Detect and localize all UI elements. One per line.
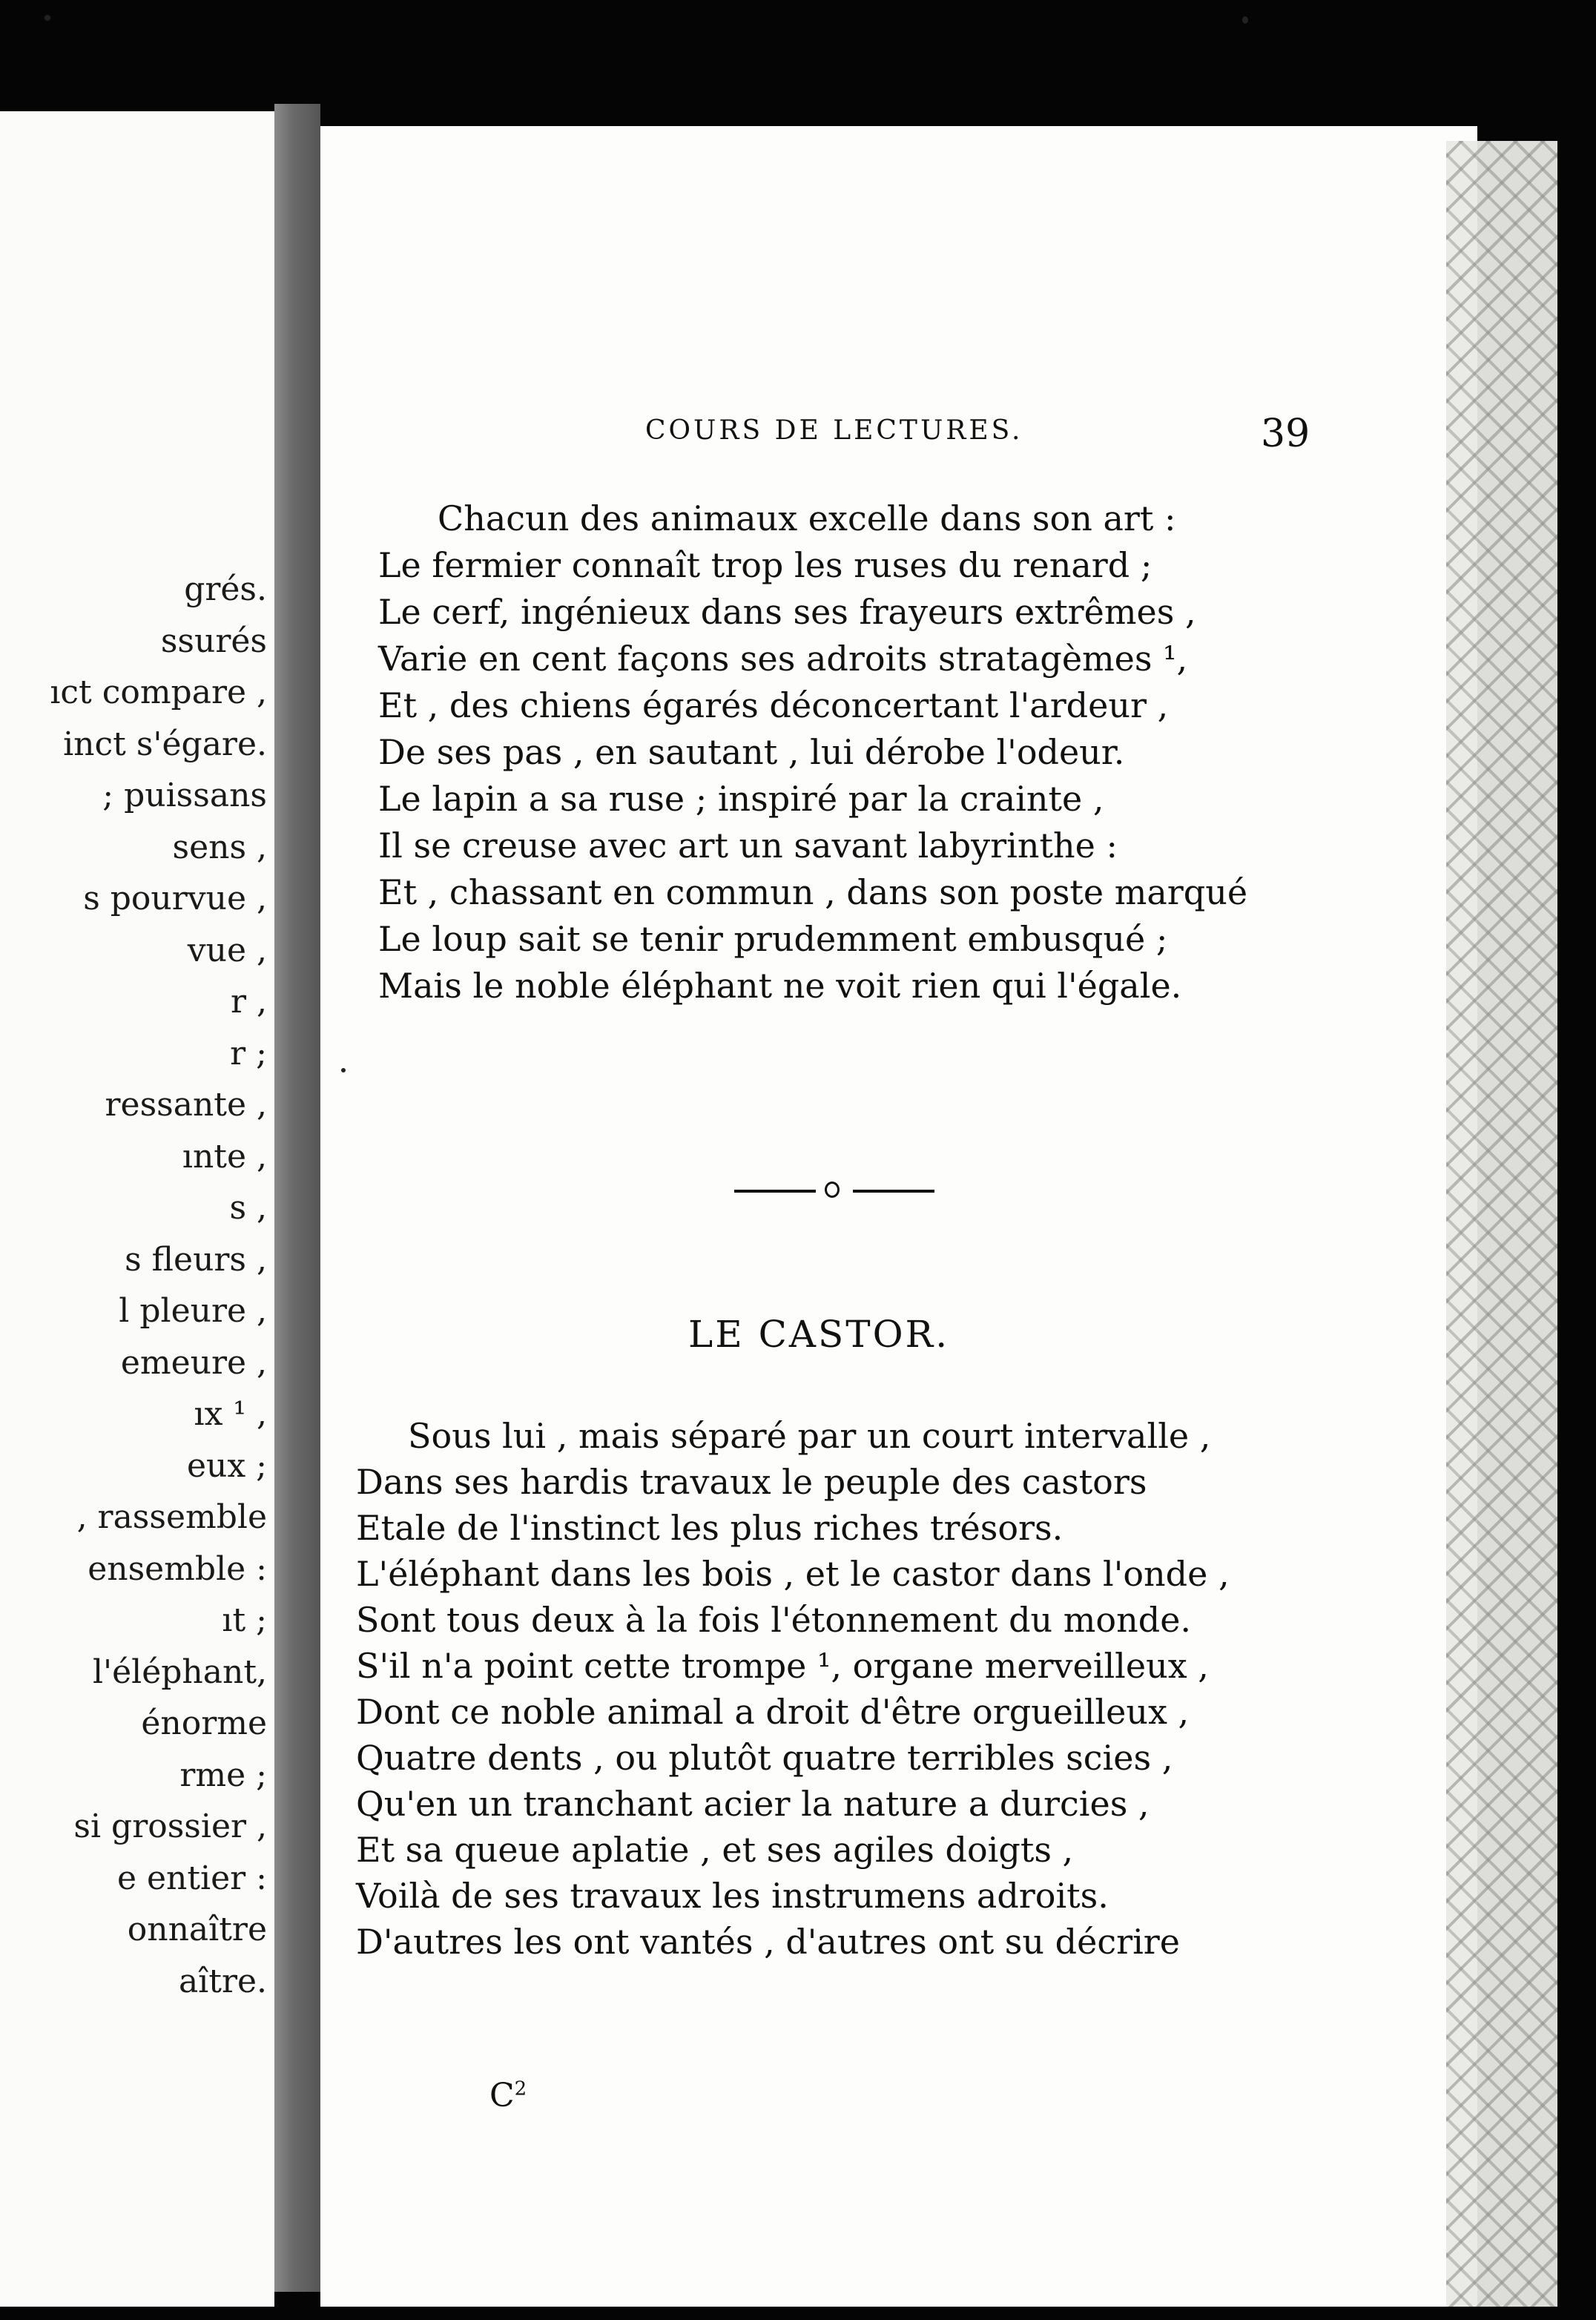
- left-page-line: aître.: [178, 1962, 267, 2000]
- verse-line: Et , des chiens égarés déconcertant l'ardeur ,: [378, 685, 1169, 725]
- verse-line: Sont tous deux à la fois l'étonnement du monde.: [356, 1600, 1192, 1640]
- left-page-line: , rassemble: [76, 1498, 267, 1536]
- section-separator: [734, 1179, 934, 1202]
- signature-mark: [489, 2077, 527, 2115]
- separator-rule-right: [853, 1190, 934, 1193]
- verse-line: Voilà de ses travaux les instrumens adroits.: [356, 1876, 1109, 1916]
- left-facing-page: [0, 111, 274, 2307]
- left-page-line: rme ;: [179, 1756, 267, 1794]
- verse-line: Quatre dents , ou plutôt quatre terribles scies ,: [356, 1738, 1173, 1778]
- left-page-line: ssurés: [160, 622, 267, 660]
- left-page-line: ; puissans: [102, 777, 267, 814]
- verse-line: S'il n'a point cette trompe ¹, organe merveilleux ,: [356, 1646, 1209, 1686]
- left-page-line: ensemble :: [88, 1549, 267, 1588]
- separator-ornament-icon: [825, 1182, 840, 1198]
- book-gutter: [274, 104, 320, 2292]
- page-edge-texture-overlay: [1446, 141, 1557, 2307]
- verse-line: Et sa queue aplatie , et ses agiles doigts ,: [356, 1830, 1074, 1870]
- left-page-line: sens ,: [172, 828, 267, 866]
- left-page-line: s fleurs ,: [125, 1240, 267, 1279]
- left-page-line: ıct compare ,: [50, 673, 267, 711]
- verse-line: Sous lui , mais séparé par un court intervalle ,: [408, 1416, 1211, 1456]
- left-page-line: vue ,: [187, 931, 267, 969]
- left-page-line: eux ;: [186, 1446, 267, 1485]
- left-page-line: emeure ,: [120, 1343, 267, 1382]
- poem-stanza-1: [378, 495, 1247, 1009]
- left-page-line: ıx ¹ ,: [194, 1395, 267, 1433]
- left-page-line: ıt ;: [222, 1601, 267, 1639]
- scan-speck: [44, 15, 50, 21]
- verse-line: De ses pas , en sautant , lui dérobe l'odeur.: [378, 732, 1125, 772]
- verse-line: Dont ce noble animal a droit d'être orgueilleux ,: [356, 1692, 1190, 1732]
- verse-line: Le cerf, ingénieux dans ses frayeurs extrêmes ,: [378, 592, 1196, 632]
- verse-line: Il se creuse avec art un savant labyrinthe :: [378, 825, 1118, 866]
- left-page-line: s pourvue ,: [83, 880, 267, 917]
- page-number: 39: [1261, 412, 1310, 456]
- scan-speck: [1242, 16, 1248, 24]
- verse-line: Le fermier connaît trop les ruses du renard ;: [378, 545, 1153, 585]
- left-page-line: l'éléphant,: [92, 1652, 267, 1691]
- poem-stanza-2: [356, 1413, 1230, 1965]
- verse-line: Le lapin a sa ruse ; inspiré par la crainte ,: [378, 779, 1104, 819]
- verse-line: Varie en cent façons ses adroits stratagèmes ¹,: [378, 639, 1188, 679]
- left-page-line: ressante ,: [105, 1086, 267, 1124]
- verse-line: Et , chassant en commun , dans son poste marqué: [378, 872, 1248, 912]
- verse-line: Mais le noble éléphant ne voit rien qui l'égale.: [378, 966, 1182, 1006]
- left-page-line: e entier :: [116, 1859, 267, 1897]
- verse-line: Chacun des animaux excelle dans son art :: [438, 498, 1176, 538]
- left-page-line: énorme: [141, 1704, 267, 1742]
- section-title: LE CASTOR.: [688, 1313, 950, 1356]
- verse-line: Qu'en un tranchant acier la nature a durcies ,: [356, 1784, 1150, 1824]
- left-page-line: l pleure ,: [119, 1292, 267, 1330]
- running-head: COURS DE LECTURES.: [645, 415, 1023, 446]
- left-page-line: onnaître: [127, 1911, 267, 1948]
- left-page-line: r ,: [230, 983, 267, 1021]
- scan-speck: [341, 1068, 346, 1072]
- verse-line: Dans ses hardis travaux le peuple des castors: [356, 1462, 1147, 1502]
- left-page-line: si grossier ,: [73, 1807, 267, 1845]
- signature-number: 2: [514, 2077, 527, 2100]
- left-page-line: ınte ,: [182, 1137, 267, 1176]
- verse-line: L'éléphant dans les bois , et le castor dans l'onde ,: [356, 1554, 1230, 1594]
- separator-rule-left: [734, 1190, 816, 1193]
- left-page-line: grés.: [184, 570, 267, 608]
- left-page-line: r ;: [230, 1034, 267, 1072]
- verse-line: Le loup sait se tenir prudemment embusqué ;: [378, 919, 1168, 959]
- verse-line: D'autres les ont vantés , d'autres ont su décrire: [356, 1922, 1181, 1962]
- verse-line: Etale de l'instinct les plus riches trésors.: [356, 1508, 1064, 1548]
- left-page-line: inct s'égare.: [63, 725, 267, 763]
- left-page-text-fragments: [0, 564, 267, 2007]
- left-page-line: s ,: [229, 1189, 267, 1227]
- signature-letter: C: [489, 2077, 515, 2115]
